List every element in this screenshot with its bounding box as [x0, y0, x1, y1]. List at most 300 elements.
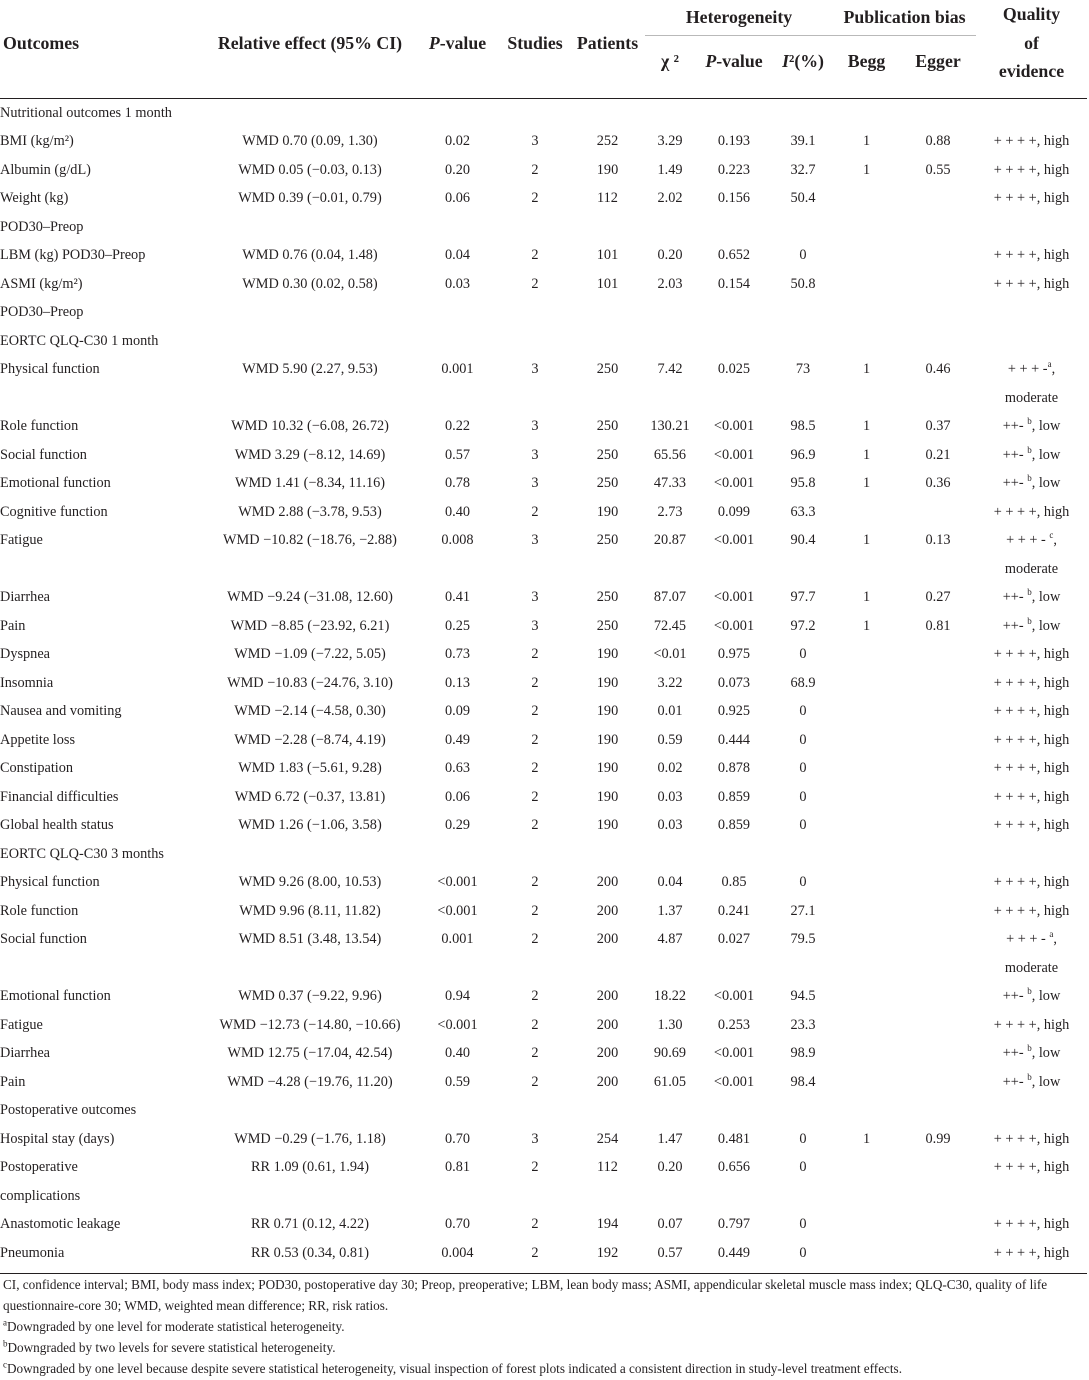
outcome-cell: Albumin (g/dL)	[0, 161, 91, 178]
studies-cell: 3	[531, 532, 539, 548]
studies-cell: 3	[531, 475, 539, 491]
het-p-cell: 0.027	[717, 931, 751, 947]
p-value-cell: 0.73	[444, 646, 471, 662]
het-p-cell: 0.154	[717, 275, 751, 292]
studies-cell: 3	[531, 361, 539, 377]
het-p-cell: 0.878	[717, 760, 751, 776]
studies-cell: 2	[531, 988, 539, 1004]
patients-cell: 200	[596, 874, 619, 890]
begg-cell	[833, 270, 900, 327]
egger-cell: 0.27	[925, 589, 951, 605]
effect-cell: WMD −0.29 (−1.76, 1.18)	[234, 1130, 386, 1147]
begg-cell	[833, 498, 900, 527]
table-row	[0, 868, 1087, 897]
i2-cell: 50.4	[790, 190, 816, 206]
table-row	[0, 1039, 1087, 1068]
egger-cell	[900, 1011, 976, 1040]
i2-cell: 73	[795, 361, 811, 377]
table-row	[0, 184, 1087, 241]
chi2-cell: <0.01	[653, 646, 687, 662]
table-row	[0, 726, 1087, 755]
studies-cell: 2	[531, 902, 539, 919]
studies-cell: 2	[531, 931, 539, 947]
i2-cell: 0	[799, 760, 807, 776]
quality-cell: + + + +, high	[993, 1216, 1070, 1232]
egger-cell	[900, 868, 976, 897]
i2-cell: 0	[799, 1216, 807, 1232]
i2-cell: 39.1	[790, 133, 816, 149]
patients-cell: 250	[596, 446, 619, 463]
p-value-cell: 0.63	[444, 760, 471, 776]
het-p-cell: 0.481	[717, 1130, 751, 1147]
quality-cell: ++- $^b$, low	[1002, 986, 1061, 1004]
quality-cell: + + + +, high	[993, 731, 1070, 748]
section-label: EORTC QLQ-C30 3 months	[0, 845, 164, 862]
chi2-cell: 0.20	[657, 247, 683, 263]
outcome-cell: LBM (kg) POD30–Preop	[0, 247, 146, 263]
chi2-cell: 4.87	[657, 931, 683, 947]
table-bottom-rule	[0, 1267, 1087, 1274]
quality-cell: + + + +, high	[993, 902, 1070, 919]
studies-cell: 2	[531, 1216, 539, 1232]
effect-cell: WMD −9.24 (−31.08, 12.60)	[227, 589, 393, 605]
chi2-cell: 0.01	[657, 703, 683, 719]
patients-cell: 112	[597, 1159, 618, 1175]
outcome-cell: Social function	[0, 446, 87, 463]
studies-cell: 2	[531, 788, 539, 805]
chi2-cell: 2.73	[657, 503, 683, 520]
table-row	[0, 498, 1087, 527]
het-p-cell: 0.025	[717, 361, 751, 377]
patients-cell: 250	[596, 532, 619, 548]
studies-cell: 3	[531, 446, 539, 463]
patients-cell: 112	[597, 190, 618, 206]
chi2-cell: 18.22	[653, 988, 687, 1004]
outcome-cell: Pneumonia	[0, 1244, 65, 1261]
outcome-cell: Insomnia	[0, 674, 54, 691]
egger-cell	[900, 897, 976, 926]
effect-cell: WMD −10.82 (−18.76, −2.88)	[223, 532, 397, 548]
quality-cell: + + + +, high	[993, 874, 1070, 890]
quality-cell: + + + +, high	[993, 674, 1070, 691]
begg-cell	[833, 1153, 900, 1210]
studies-cell: 2	[531, 161, 539, 178]
effect-cell: WMD 0.37 (−9.22, 9.96)	[238, 988, 382, 1004]
quality-cell: + + + +, high	[993, 703, 1070, 719]
section-row	[0, 98, 1087, 127]
table-row	[0, 1239, 1087, 1268]
table-row	[0, 1011, 1087, 1040]
i2-cell: 98.4	[790, 1073, 816, 1090]
table-row	[0, 469, 1087, 498]
begg-cell: 1	[862, 475, 871, 491]
patients-cell: 101	[596, 247, 619, 263]
patients-cell: 101	[596, 275, 619, 292]
chi2-cell: 61.05	[653, 1073, 687, 1090]
outcome-cell: ASMI (kg/m²) POD30–Preop	[0, 275, 84, 320]
p-value-cell: 0.41	[444, 589, 471, 605]
patients-cell: 190	[596, 674, 619, 691]
chi2-cell: 1.47	[657, 1130, 683, 1147]
p-value-cell: 0.001	[441, 361, 474, 377]
het-p-cell: 0.652	[717, 247, 751, 263]
chi2-cell: 1.37	[657, 902, 683, 919]
studies-cell: 2	[531, 817, 539, 833]
p-value-cell: 0.94	[444, 988, 471, 1004]
section-label: Postoperative outcomes	[0, 1102, 137, 1118]
quality-cell: ++- $^b$, low	[1002, 587, 1061, 605]
quality-cell: + + + +, high	[993, 1016, 1070, 1033]
patients-cell: 200	[596, 902, 619, 919]
section-row	[0, 327, 1087, 356]
effect-cell: WMD −2.14 (−4.58, 0.30)	[234, 703, 386, 719]
studies-cell: 3	[531, 133, 539, 149]
egger-cell	[900, 1039, 976, 1068]
patients-cell: 200	[596, 931, 619, 947]
table-row	[0, 982, 1087, 1011]
chi2-cell: 2.02	[657, 190, 683, 206]
quality-cell: + + + +, high	[993, 760, 1070, 776]
header-i2: I²(%)	[782, 50, 824, 71]
chi2-cell: 0.02	[657, 760, 683, 776]
chi2-cell: 0.07	[657, 1216, 683, 1232]
begg-cell	[833, 811, 900, 840]
het-p-cell: 0.975	[717, 646, 751, 662]
effect-cell: WMD 10.32 (−6.08, 26.72)	[231, 418, 389, 434]
chi2-cell: 0.57	[657, 1244, 683, 1261]
p-value-cell: 0.008	[441, 532, 474, 548]
outcome-cell: Constipation	[0, 760, 74, 776]
effect-cell: WMD 1.41 (−8.34, 11.16)	[234, 475, 386, 491]
i2-cell: 79.5	[790, 931, 816, 947]
egger-cell: 0.21	[925, 446, 951, 463]
section-row	[0, 1096, 1087, 1125]
chi2-cell: 7.42	[657, 361, 683, 377]
patients-cell: 192	[596, 1244, 619, 1261]
patients-cell: 194	[596, 1216, 619, 1232]
effect-cell: WMD −10.83 (−24.76, 3.10)	[227, 674, 393, 691]
studies-cell: 2	[531, 1244, 539, 1261]
chi2-cell: 90.69	[653, 1045, 687, 1061]
quality-cell: + + + +, high	[993, 275, 1070, 292]
quality-cell: ++- $^b$, low	[1002, 444, 1061, 463]
outcome-cell: Financial difficulties	[0, 788, 119, 805]
quality-cell: + + + - $^a$, moderate	[1004, 929, 1059, 976]
i2-cell: 32.7	[790, 161, 816, 178]
i2-cell: 50.8	[790, 275, 816, 292]
chi2-cell: 87.07	[653, 589, 687, 605]
patients-cell: 190	[596, 788, 619, 805]
p-value-cell: 0.49	[444, 731, 471, 748]
table-row	[0, 754, 1087, 783]
studies-cell: 2	[531, 1016, 539, 1033]
studies-cell: 2	[531, 646, 539, 662]
section-label: EORTC QLQ-C30 1 month	[0, 332, 159, 349]
patients-cell: 200	[596, 988, 619, 1004]
het-p-cell: 0.241	[717, 902, 751, 919]
table-row	[0, 355, 1087, 412]
chi2-cell: 0.20	[657, 1159, 683, 1175]
table-row	[0, 925, 1087, 982]
begg-cell: 1	[862, 532, 871, 548]
het-p-cell: 0.656	[717, 1159, 751, 1175]
effect-cell: WMD −4.28 (−19.76, 11.20)	[227, 1073, 393, 1090]
quality-cell: ++- $^b$, low	[1002, 1043, 1061, 1061]
het-p-cell: <0.001	[713, 589, 755, 605]
het-p-cell: <0.001	[713, 532, 755, 548]
header-begg: Begg	[847, 50, 886, 71]
outcome-cell: Diarrhea	[0, 1045, 51, 1061]
effect-cell: WMD 1.83 (−5.61, 9.28)	[238, 760, 382, 776]
outcome-cell: Physical function	[0, 361, 100, 377]
table-footnotes	[3, 1274, 1083, 1379]
chi2-cell: 65.56	[653, 446, 687, 463]
patients-cell: 250	[596, 418, 619, 434]
table-body	[0, 98, 1087, 1274]
p-value-cell: 0.25	[444, 617, 471, 634]
effect-cell: WMD 0.70 (0.09, 1.30)	[242, 133, 378, 149]
patients-cell: 190	[596, 503, 619, 520]
i2-cell: 23.3	[790, 1016, 816, 1033]
outcome-cell: Cognitive function	[0, 503, 108, 520]
chi2-cell: 1.30	[657, 1016, 683, 1033]
outcome-cell: Dyspnea	[0, 646, 51, 662]
table-row	[0, 412, 1087, 441]
patients-cell: 250	[596, 589, 619, 605]
outcome-cell: Fatigue	[0, 1016, 43, 1033]
quality-cell: + + + +, high	[993, 788, 1070, 805]
p-value-cell: 0.20	[444, 161, 471, 178]
chi2-cell: 72.45	[653, 617, 687, 634]
outcome-cell: Diarrhea	[0, 589, 51, 605]
p-value-cell: <0.001	[437, 1016, 478, 1033]
table-row	[0, 697, 1087, 726]
patients-cell: 250	[596, 475, 619, 491]
table-row	[0, 669, 1087, 698]
begg-cell: 1	[862, 589, 871, 605]
begg-cell	[833, 925, 900, 982]
p-value-cell: 0.09	[444, 703, 471, 719]
p-value-cell: <0.001	[437, 902, 478, 919]
header-relative-effect: Relative effect (95% CI)	[217, 32, 403, 53]
egger-cell	[900, 754, 976, 783]
patients-cell: 190	[596, 760, 619, 776]
quality-cell: ++- $^b$, low	[1002, 1071, 1061, 1090]
p-value-cell: 0.59	[444, 1073, 471, 1090]
i2-cell: 0	[799, 788, 807, 805]
outcome-cell: Fatigue	[0, 532, 43, 548]
p-value-cell: 0.78	[444, 475, 471, 491]
begg-cell	[833, 669, 900, 698]
quality-cell: + + + +, high	[993, 646, 1070, 662]
i2-cell: 63.3	[790, 503, 816, 520]
table-row	[0, 1153, 1087, 1210]
begg-cell	[833, 1011, 900, 1040]
studies-cell: 3	[531, 1130, 539, 1147]
i2-cell: 0	[799, 1159, 807, 1175]
egger-cell	[900, 697, 976, 726]
begg-cell	[833, 754, 900, 783]
egger-cell: 0.37	[925, 418, 951, 434]
effect-cell: WMD −12.73 (−14.80, −10.66)	[219, 1016, 401, 1033]
quality-cell: + + + +, high	[993, 190, 1070, 206]
begg-cell	[833, 241, 900, 270]
outcome-cell: Appetite loss	[0, 731, 76, 748]
het-p-cell: 0.099	[717, 503, 751, 520]
i2-cell: 0	[799, 817, 807, 833]
chi2-cell: 3.22	[657, 674, 683, 691]
quality-cell: + + + +, high	[993, 503, 1070, 520]
outcome-cell: Social function	[0, 931, 87, 947]
header-patients: Patients	[576, 32, 639, 53]
quality-cell: + + + +, high	[993, 1159, 1070, 1175]
studies-cell: 3	[531, 418, 539, 434]
egger-cell	[900, 811, 976, 840]
table-row	[0, 811, 1087, 840]
egger-cell: 0.36	[925, 475, 951, 491]
i2-cell: 0	[799, 646, 807, 662]
quality-cell: + + + +, high	[993, 1130, 1070, 1147]
p-value-cell: 0.06	[444, 788, 471, 805]
effect-cell: WMD 8.51 (3.48, 13.54)	[238, 931, 382, 947]
quality-cell: ++- $^b$, low	[1002, 473, 1061, 491]
chi2-cell: 20.87	[653, 532, 687, 548]
i2-cell: 0	[799, 247, 807, 263]
p-value-cell: 0.81	[444, 1159, 471, 1175]
het-p-cell: <0.001	[713, 475, 755, 491]
egger-cell: 0.88	[925, 133, 951, 149]
p-value-cell: 0.70	[444, 1130, 471, 1147]
egger-cell	[900, 498, 976, 527]
egger-cell	[900, 669, 976, 698]
patients-cell: 200	[596, 1045, 619, 1061]
i2-cell: 0	[799, 1244, 807, 1261]
patients-cell: 250	[596, 617, 619, 634]
outcome-cell: Hospital stay (days)	[0, 1130, 115, 1147]
begg-cell	[833, 1068, 900, 1097]
i2-cell: 98.9	[790, 1045, 816, 1061]
p-value-cell: 0.004	[441, 1244, 474, 1261]
section-label: Nutritional outcomes 1 month	[0, 104, 172, 121]
outcome-cell: Pain	[0, 617, 26, 634]
header-outcomes: Outcomes	[3, 32, 80, 53]
table-row	[0, 526, 1087, 583]
begg-cell	[833, 1239, 900, 1268]
i2-cell: 96.9	[790, 446, 816, 463]
studies-cell: 2	[531, 674, 539, 691]
header-publication-bias: Publication bias	[833, 0, 976, 36]
egger-cell	[900, 241, 976, 270]
outcome-cell: Emotional function	[0, 988, 111, 1004]
chi2-cell: 0.03	[657, 788, 683, 805]
het-p-cell: <0.001	[713, 988, 755, 1004]
table-row	[0, 270, 1087, 327]
i2-cell: 27.1	[790, 902, 816, 919]
i2-cell: 94.5	[790, 988, 816, 1004]
effect-cell: WMD −8.85 (−23.92, 6.21)	[230, 617, 390, 634]
header-quality: Quality of evidence	[998, 4, 1065, 81]
studies-cell: 2	[531, 503, 539, 520]
p-value-cell: 0.04	[444, 247, 471, 263]
het-p-cell: <0.001	[713, 1045, 755, 1061]
effect-cell: WMD 2.88 (−3.78, 9.53)	[238, 503, 382, 520]
p-value-cell: 0.70	[444, 1216, 471, 1232]
chi2-cell: 130.21	[650, 418, 690, 434]
table-row	[0, 127, 1087, 156]
patients-cell: 190	[596, 646, 619, 662]
header-egger: Egger	[915, 50, 961, 71]
header-chi2: χ ²	[661, 50, 679, 71]
egger-cell: 0.46	[925, 361, 951, 377]
p-value-cell: 0.02	[444, 133, 471, 149]
footnote-a: $^a$Downgraded by one level for moderate statistical heterogeneity.	[3, 1317, 345, 1334]
studies-cell: 2	[531, 247, 539, 263]
chi2-cell: 0.59	[657, 731, 683, 748]
i2-cell: 98.5	[790, 418, 816, 434]
effect-cell: RR 1.09 (0.61, 1.94)	[251, 1159, 369, 1175]
patients-cell: 250	[596, 361, 619, 377]
outcome-cell: Weight (kg) POD30–Preop	[0, 190, 84, 235]
begg-cell	[833, 726, 900, 755]
effect-cell: WMD −1.09 (−7.22, 5.05)	[234, 646, 386, 662]
egger-cell	[900, 270, 976, 327]
p-value-cell: 0.001	[441, 931, 474, 947]
chi2-cell: 2.03	[657, 275, 683, 292]
studies-cell: 2	[531, 731, 539, 748]
egger-cell: 0.81	[925, 617, 951, 634]
begg-cell: 1	[862, 361, 871, 377]
begg-cell: 1	[862, 133, 871, 149]
het-p-cell: <0.001	[713, 617, 755, 634]
table-row	[0, 241, 1087, 270]
p-value-cell: 0.40	[444, 503, 471, 520]
effect-cell: WMD 0.05 (−0.03, 0.13)	[238, 161, 382, 178]
begg-cell: 1	[862, 446, 871, 463]
het-p-cell: 0.156	[717, 190, 751, 206]
egger-cell: 0.13	[925, 532, 951, 548]
p-value-cell: 0.22	[444, 418, 471, 434]
het-p-cell: 0.859	[717, 817, 751, 833]
outcome-cell: Pain	[0, 1073, 26, 1090]
i2-cell: 0	[799, 1130, 807, 1147]
footnote-b: $^b$Downgraded by two levels for severe statistical heterogeneity.	[3, 1338, 336, 1355]
p-value-cell: 0.40	[444, 1045, 471, 1061]
chi2-cell: 0.04	[657, 874, 683, 890]
studies-cell: 2	[531, 1073, 539, 1090]
outcome-cell: Physical function	[0, 874, 100, 890]
header-het-p: P-value	[705, 50, 763, 71]
patients-cell: 190	[596, 731, 619, 748]
effect-cell: WMD 3.29 (−8.12, 14.69)	[234, 446, 386, 463]
table-row	[0, 1210, 1087, 1239]
egger-cell	[900, 783, 976, 812]
p-value-cell: 0.06	[444, 190, 471, 206]
quality-cell: + + + - $^c$, moderate	[1004, 530, 1059, 577]
footnote-abbreviations: CI, confidence interval; BMI, body mass index; POD30, postoperative day 30; Preop, preoperative; LBM, lean body mass; ASMI, appendicular skeletal muscle mass index; QLQ-C30, quality of life questionnaire-core 30; WMD, weighted mean difference; RR, risk ratios.	[3, 1277, 1048, 1313]
het-p-cell: 0.859	[717, 788, 751, 805]
footnote-c: $^c$Downgraded by one level because despite severe statistical heterogeneity, visual inspection of forest plots indicated a consistent direction in study-level treatment effects.	[3, 1359, 902, 1376]
effect-cell: RR 0.71 (0.12, 4.22)	[251, 1216, 369, 1232]
studies-cell: 2	[531, 275, 539, 292]
i2-cell: 0	[799, 703, 807, 719]
header-heterogeneity: Heterogeneity	[645, 0, 833, 36]
studies-cell: 2	[531, 760, 539, 776]
quality-cell: + + + -$^a$, moderate	[1004, 359, 1059, 406]
egger-cell	[900, 1068, 976, 1097]
chi2-cell: 3.29	[657, 133, 683, 149]
patients-cell: 200	[596, 1073, 619, 1090]
studies-cell: 2	[531, 1159, 539, 1175]
